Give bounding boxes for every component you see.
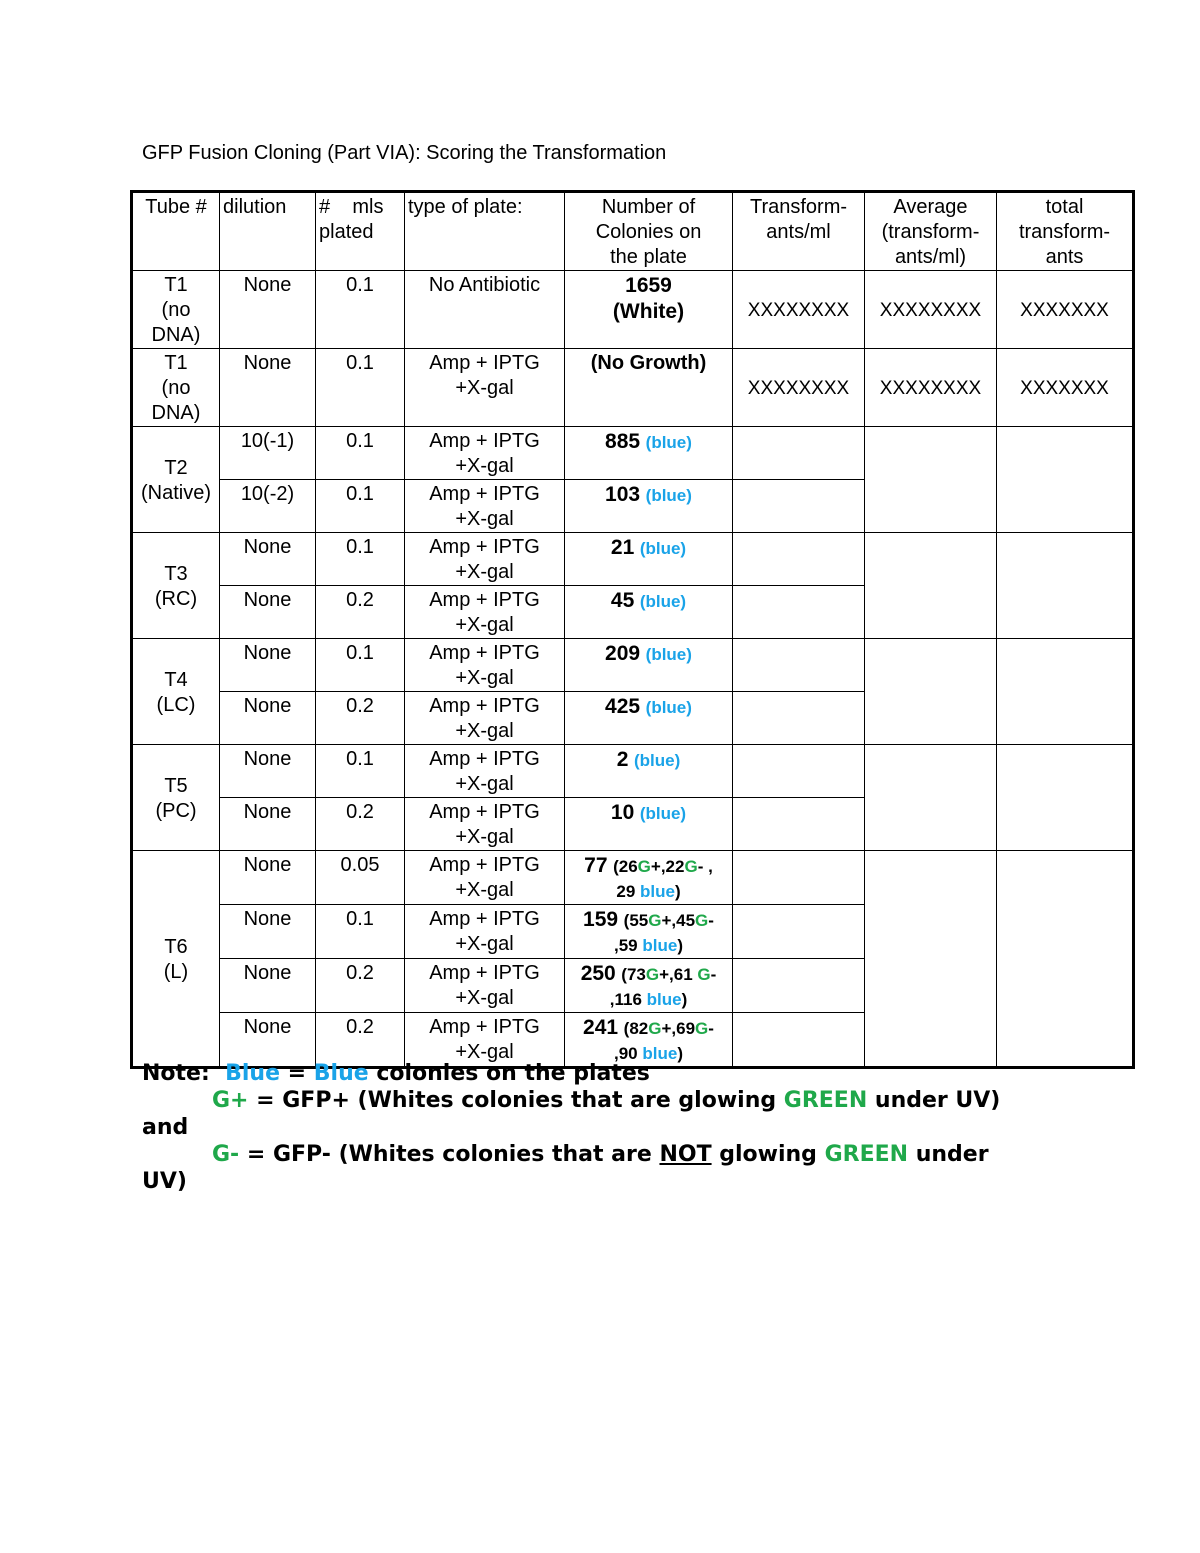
transformants-cell <box>733 959 865 1013</box>
plate-cell: Amp + IPTG +X-gal <box>405 745 565 798</box>
total-cell <box>997 427 1134 533</box>
plate-cell: Amp + IPTG +X-gal <box>405 1013 565 1068</box>
note-line-gfp-minus: G- = GFP- (Whites colonies that are NOT glowing GREEN under <box>212 1142 989 1167</box>
colony-count-cell: 250 (73G+,61 G- ,116 blue) <box>565 959 733 1013</box>
average-cell <box>865 533 997 639</box>
total-cell <box>997 745 1134 851</box>
dilution-cell: None <box>220 586 316 639</box>
average-cell <box>865 745 997 851</box>
table-row <box>132 851 1134 905</box>
header-mls-plated: # mls plated <box>316 192 405 271</box>
table-row <box>132 745 1134 798</box>
transformants-cell <box>733 798 865 851</box>
plate-cell: Amp + IPTG +X-gal <box>405 480 565 533</box>
transformants-cell <box>733 533 865 586</box>
dilution-cell: None <box>220 1013 316 1068</box>
transformants-cell: XXXXXXXX <box>733 271 865 349</box>
plate-cell: Amp + IPTG +X-gal <box>405 533 565 586</box>
transformation-table <box>130 190 1135 1069</box>
note-line-and: and <box>142 1115 189 1140</box>
colony-count-cell: (No Growth) <box>565 349 733 427</box>
dilution-cell: None <box>220 851 316 905</box>
total-cell: XXXXXXX <box>997 271 1134 349</box>
transformants-cell <box>733 480 865 533</box>
colony-count-cell: 209 (blue) <box>565 639 733 692</box>
tube-cell: T1 (no DNA) <box>132 349 220 427</box>
page-title: GFP Fusion Cloning (Part VIA): Scoring the Transformation <box>142 142 667 164</box>
transformants-cell <box>733 586 865 639</box>
mls-cell: 0.2 <box>316 1013 405 1068</box>
dilution-cell: None <box>220 639 316 692</box>
mls-cell: 0.1 <box>316 639 405 692</box>
tube-cell: T1 (no DNA) <box>132 271 220 349</box>
colony-count-cell: 241 (82G+,69G- ,90 blue) <box>565 1013 733 1068</box>
dilution-cell: None <box>220 533 316 586</box>
mls-cell: 0.05 <box>316 851 405 905</box>
dilution-cell: None <box>220 905 316 959</box>
dilution-cell: None <box>220 692 316 745</box>
transformants-cell: XXXXXXXX <box>733 349 865 427</box>
transformants-cell <box>733 851 865 905</box>
colony-count-cell: 2 (blue) <box>565 745 733 798</box>
table-row <box>132 533 1134 586</box>
plate-cell: Amp + IPTG +X-gal <box>405 586 565 639</box>
table-row <box>132 271 1134 349</box>
plate-cell: Amp + IPTG +X-gal <box>405 798 565 851</box>
colony-count-cell: 21 (blue) <box>565 533 733 586</box>
tube-cell: T4 (LC) <box>132 639 220 745</box>
note-line-uv: UV) <box>142 1169 187 1194</box>
mls-cell: 0.1 <box>316 271 405 349</box>
header-row <box>132 192 1134 271</box>
plate-cell: Amp + IPTG +X-gal <box>405 905 565 959</box>
mls-cell: 0.2 <box>316 692 405 745</box>
dilution-cell: 10(-2) <box>220 480 316 533</box>
colony-count-cell: 425 (blue) <box>565 692 733 745</box>
table-row <box>132 639 1134 692</box>
mls-cell: 0.1 <box>316 427 405 480</box>
tube-cell: T5 (PC) <box>132 745 220 851</box>
header-average: Average (transform- ants/ml) <box>865 192 997 271</box>
header-transformants-per-ml: Transform- ants/ml <box>733 192 865 271</box>
table-row <box>132 427 1134 480</box>
mls-cell: 0.1 <box>316 480 405 533</box>
note-line-blue: Note: Blue = Blue colonies on the plates <box>142 1061 650 1086</box>
mls-cell: 0.1 <box>316 349 405 427</box>
header-total: total transform- ants <box>997 192 1134 271</box>
mls-cell: 0.1 <box>316 745 405 798</box>
total-cell <box>997 533 1134 639</box>
colony-count-cell: 45 (blue) <box>565 586 733 639</box>
header-plate-type: type of plate: <box>405 192 565 271</box>
colony-count-cell: 77 (26G+,22G- , 29 blue) <box>565 851 733 905</box>
legend-note <box>142 1060 1102 1195</box>
plate-cell: No Antibiotic <box>405 271 565 349</box>
tube-cell: T6 (L) <box>132 851 220 1068</box>
colony-count-cell: 1659 (White) <box>565 271 733 349</box>
average-cell <box>865 851 997 1068</box>
header-dilution: dilution <box>220 192 316 271</box>
average-cell <box>865 427 997 533</box>
transformants-cell <box>733 905 865 959</box>
plate-cell: Amp + IPTG +X-gal <box>405 427 565 480</box>
header-colonies: Number of Colonies on the plate <box>565 192 733 271</box>
dilution-cell: 10(-1) <box>220 427 316 480</box>
dilution-cell: None <box>220 349 316 427</box>
colony-count-cell: 885 (blue) <box>565 427 733 480</box>
dilution-cell: None <box>220 745 316 798</box>
average-cell: XXXXXXXX <box>865 271 997 349</box>
transformants-cell <box>733 692 865 745</box>
dilution-cell: None <box>220 271 316 349</box>
table-row <box>132 349 1134 427</box>
plate-cell: Amp + IPTG +X-gal <box>405 349 565 427</box>
transformants-cell <box>733 427 865 480</box>
colony-count-cell: 159 (55G+,45G- ,59 blue) <box>565 905 733 959</box>
average-cell <box>865 639 997 745</box>
mls-cell: 0.1 <box>316 905 405 959</box>
colony-count-cell: 10 (blue) <box>565 798 733 851</box>
mls-cell: 0.2 <box>316 959 405 1013</box>
plate-cell: Amp + IPTG +X-gal <box>405 692 565 745</box>
transformants-cell <box>733 745 865 798</box>
total-cell <box>997 851 1134 1068</box>
colony-count-cell: 103 (blue) <box>565 480 733 533</box>
mls-cell: 0.1 <box>316 533 405 586</box>
header-tube: Tube # <box>132 192 220 271</box>
tube-cell: T3 (RC) <box>132 533 220 639</box>
plate-cell: Amp + IPTG +X-gal <box>405 851 565 905</box>
tube-cell: T2 (Native) <box>132 427 220 533</box>
note-line-gfp-plus: G+ = GFP+ (Whites colonies that are glowing GREEN under UV) <box>212 1088 1001 1113</box>
total-cell: XXXXXXX <box>997 349 1134 427</box>
plate-cell: Amp + IPTG +X-gal <box>405 639 565 692</box>
mls-cell: 0.2 <box>316 798 405 851</box>
transformants-cell <box>733 639 865 692</box>
dilution-cell: None <box>220 959 316 1013</box>
average-cell: XXXXXXXX <box>865 349 997 427</box>
plate-cell: Amp + IPTG +X-gal <box>405 959 565 1013</box>
dilution-cell: None <box>220 798 316 851</box>
mls-cell: 0.2 <box>316 586 405 639</box>
total-cell <box>997 639 1134 745</box>
